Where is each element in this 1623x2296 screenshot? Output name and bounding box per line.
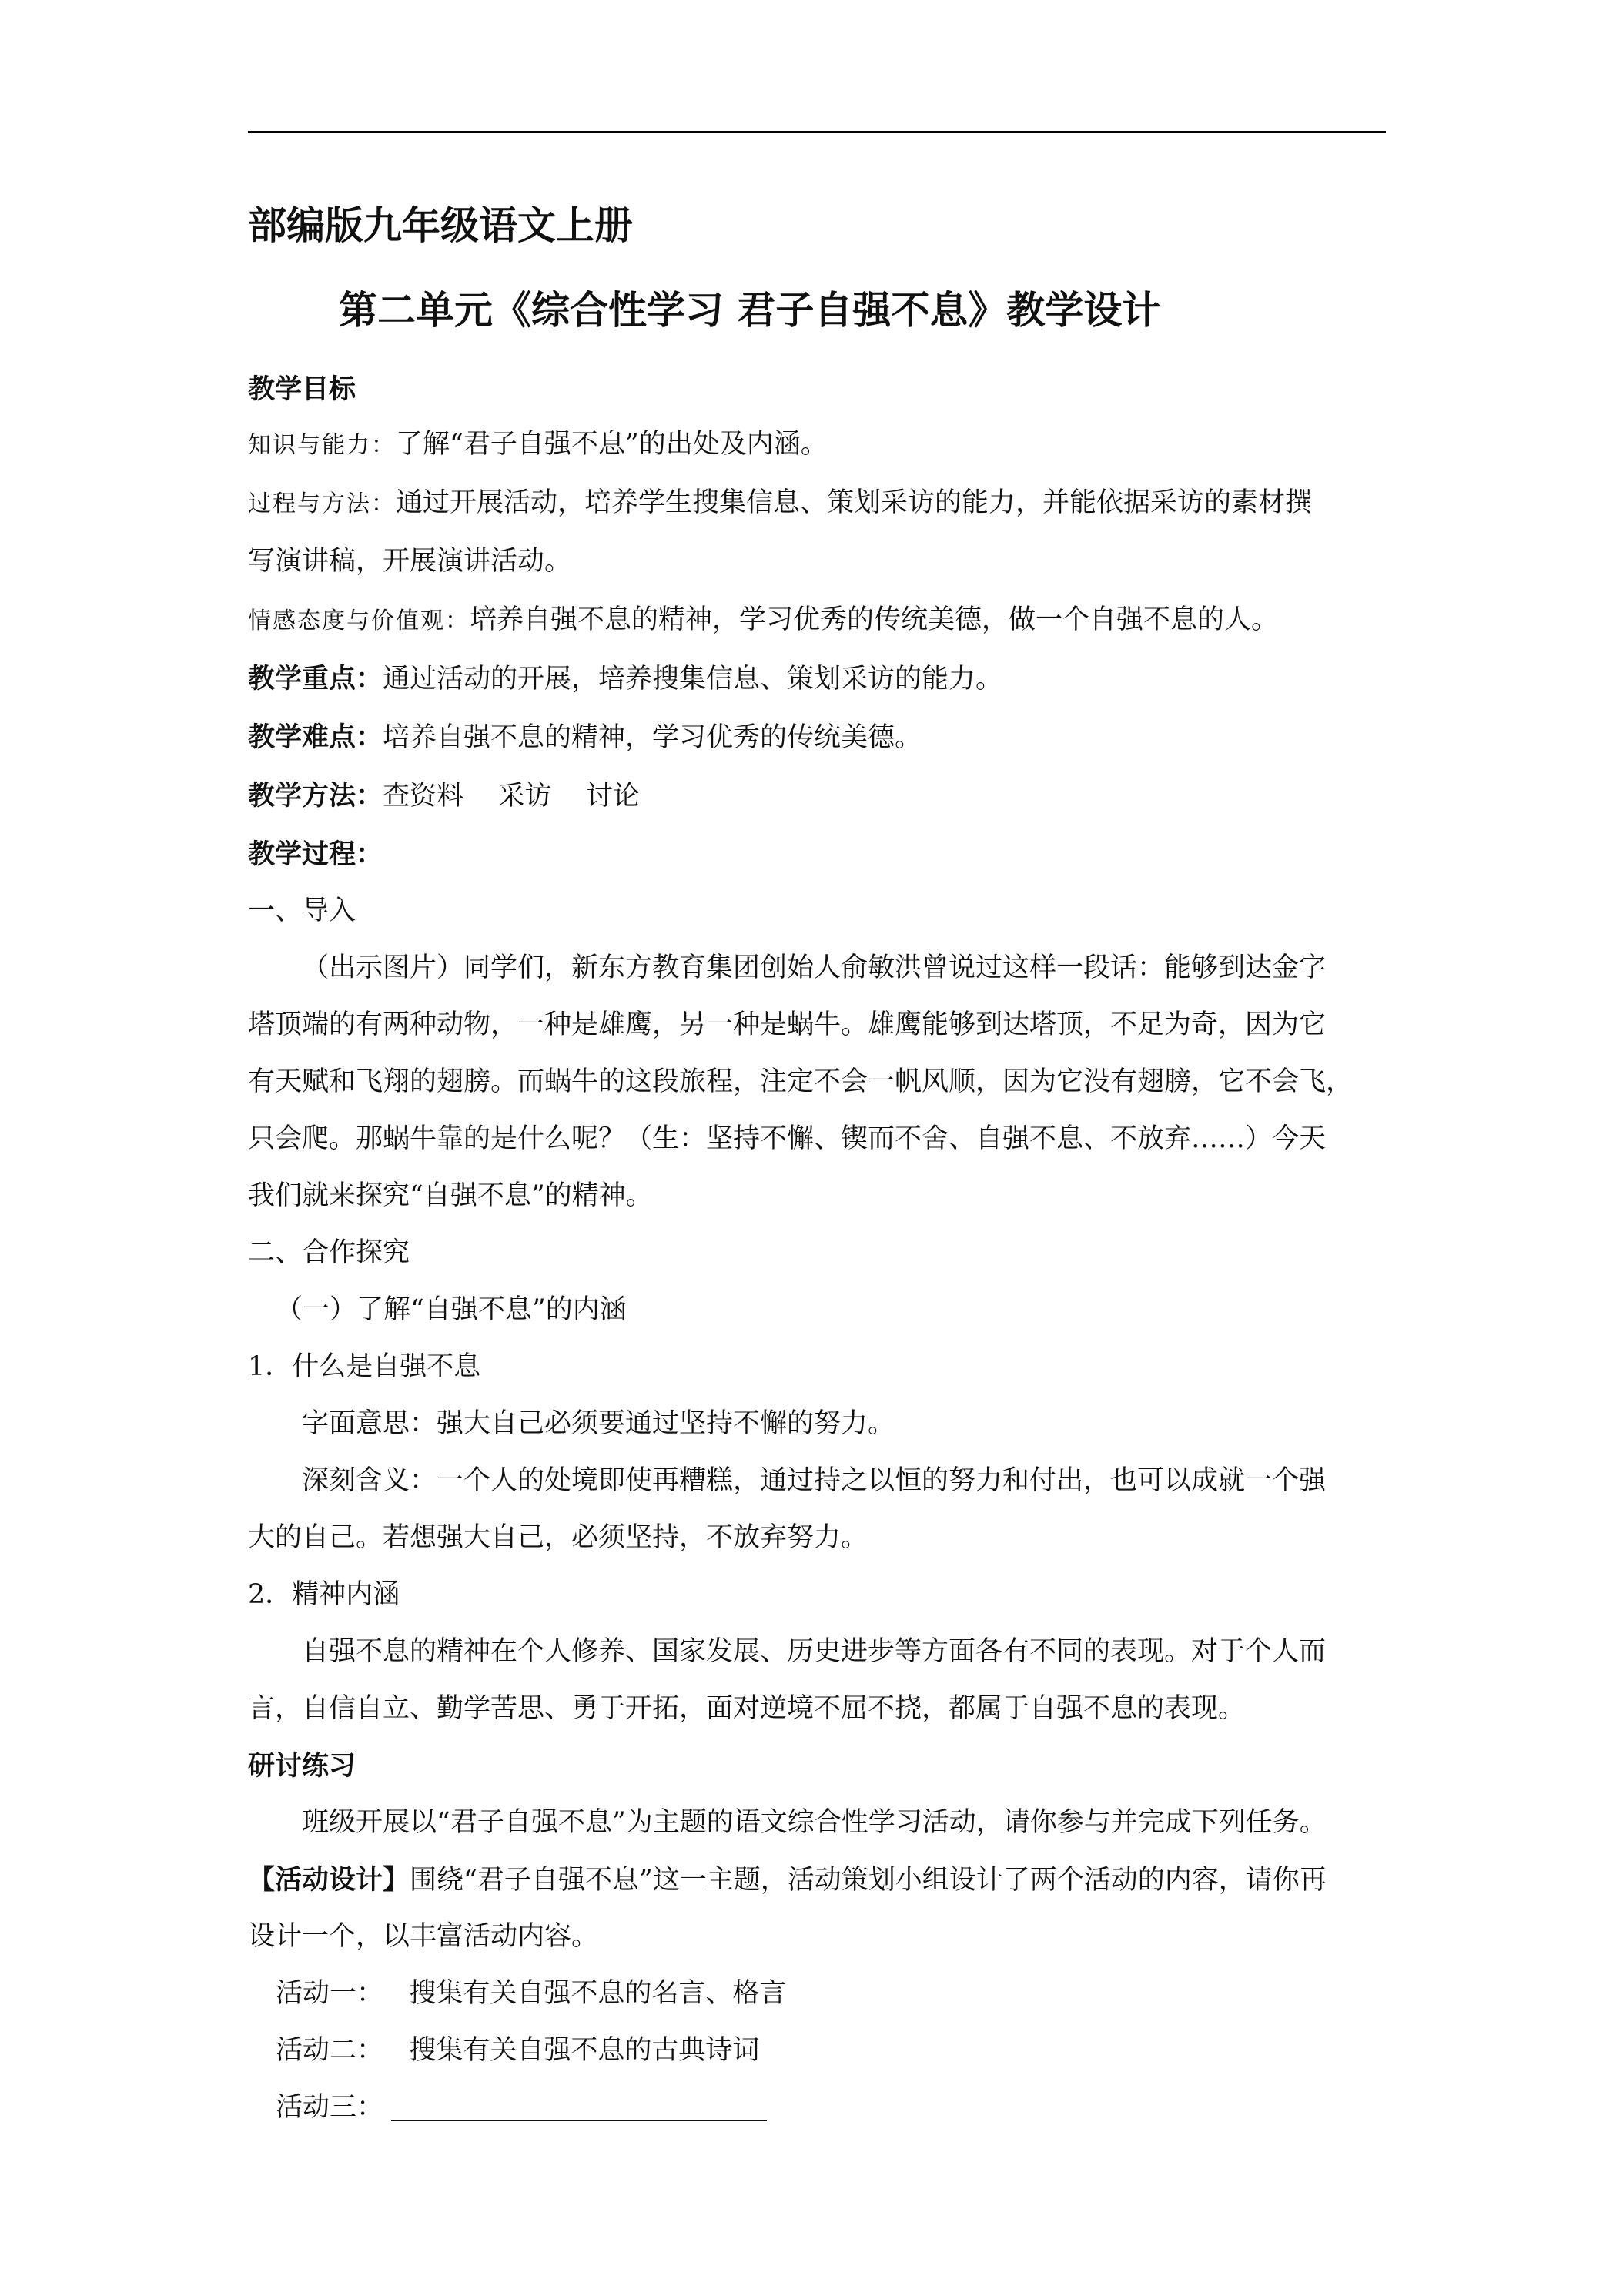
teaching-method-text: 查资料 采访 讨论	[383, 781, 641, 812]
goal-process-label: 过程与方法：	[248, 490, 396, 517]
section-explore: 二、合作探究	[248, 1237, 410, 1268]
item-spirit: 2．精神内涵	[248, 1579, 400, 1610]
goal-emotion-label: 情感态度与价值观：	[248, 607, 470, 634]
activity-design-text: 围绕“君子自强不息”这一主题，活动策划小组设计了两个活动的内容，请你再	[410, 1865, 1327, 1896]
activity-one-text: 搜集有关自强不息的名言、格言	[409, 1978, 787, 2009]
activity-two-label: 活动二：	[276, 2035, 384, 2066]
deep-meaning-line: 大的自己。若想强大自己，必须坚持，不放弃努力。	[248, 1522, 868, 1553]
key-point-text: 通过活动的开展，培养搜集信息、策划采访的能力。	[383, 664, 1003, 694]
practice-heading: 研讨练习	[248, 1750, 356, 1782]
doc-title: 部编版九年级语文上册	[248, 202, 633, 248]
goal-knowledge-label: 知识与能力：	[248, 432, 396, 459]
activity-one	[276, 1980, 786, 2007]
intro-paragraph-line: （出示图片）同学们，新东方教育集团创始人俞敏洪曾说过这样一段话：能够到达金字	[302, 952, 1327, 983]
goals-heading: 教学目标	[248, 373, 356, 405]
section-intro: 一、导入	[248, 895, 356, 926]
goal-process-text: 通过开展活动，培养学生搜集信息、策划采访的能力，并能依据采访的素材撰	[396, 487, 1313, 518]
activity-design-label: 【活动设计】	[248, 1864, 410, 1896]
activity-three	[276, 2094, 767, 2121]
goal-knowledge-text: 了解“君子自强不息”的出处及内涵。	[396, 429, 828, 460]
activity-three-blank[interactable]	[391, 2097, 767, 2121]
goal-emotion	[248, 604, 1279, 635]
activity-design-cont: 设计一个，以丰富活动内容。	[248, 1921, 599, 1952]
activity-one-label: 活动一：	[276, 1978, 384, 2009]
intro-paragraph-line: 只会爬。那蜗牛靠的是什么呢？（生：坚持不懈、锲而不舍、自强不息、不放弃……）今天	[248, 1123, 1327, 1154]
intro-paragraph-line: 塔顶端的有两种动物，一种是雄鹰，另一种是蜗牛。雄鹰能够到达塔顶，不足为奇，因为它	[248, 1009, 1327, 1040]
key-point-label: 教学重点：	[248, 663, 383, 694]
spirit-line: 自强不息的精神在个人修养、国家发展、历史进步等方面各有不同的表现。对于个人而	[302, 1636, 1327, 1667]
goal-process-cont: 写演讲稿，开展演讲活动。	[248, 546, 572, 577]
deep-meaning-line: 深刻含义：一个人的处境即使再糟糕，通过持之以恒的努力和付出，也可以成就一个强	[302, 1465, 1327, 1496]
activity-design	[248, 1866, 1327, 1894]
subsection-meaning: （一）了解“自强不息”的内涵	[276, 1294, 627, 1325]
difficult-point-text: 培养自强不息的精神，学习优秀的传统美德。	[383, 722, 922, 753]
intro-paragraph-line: 我们就来探究“自强不息”的精神。	[248, 1180, 653, 1211]
process-heading: 教学过程：	[248, 838, 383, 870]
activity-two-text: 搜集有关自强不息的古典诗词	[409, 2035, 760, 2066]
difficult-point	[248, 721, 922, 753]
key-point	[248, 665, 1002, 693]
activity-two	[276, 2037, 759, 2064]
literal-meaning: 字面意思：强大自己必须要通过坚持不懈的努力。	[302, 1408, 895, 1439]
teaching-method	[248, 782, 640, 810]
difficult-point-label: 教学难点：	[248, 721, 383, 753]
activity-three-label: 活动三：	[276, 2092, 384, 2123]
practice-intro: 班级开展以“君子自强不息”为主题的语文综合性学习活动，请你参与并完成下列任务。	[302, 1807, 1327, 1838]
teaching-method-label: 教学方法：	[248, 780, 383, 812]
item-what-is: 1．什么是自强不息	[248, 1351, 481, 1382]
header-rule	[248, 131, 1386, 133]
spirit-line: 言，自信自立、勤学苦思、勇于开拓，面对逆境不屈不挠，都属于自强不息的表现。	[248, 1693, 1246, 1724]
intro-paragraph-line: 有天赋和飞翔的翅膀。而蜗牛的这段旅程，注定不会一帆风顺，因为它没有翅膀，它不会飞，	[248, 1066, 1354, 1097]
doc-subtitle: 第二单元《综合性学习 君子自强不息》教学设计	[339, 287, 1161, 333]
goal-knowledge	[248, 431, 828, 458]
goal-process	[248, 487, 1313, 518]
goal-emotion-text: 培养自强不息的精神，学习优秀的传统美德，做一个自强不息的人。	[470, 604, 1279, 635]
